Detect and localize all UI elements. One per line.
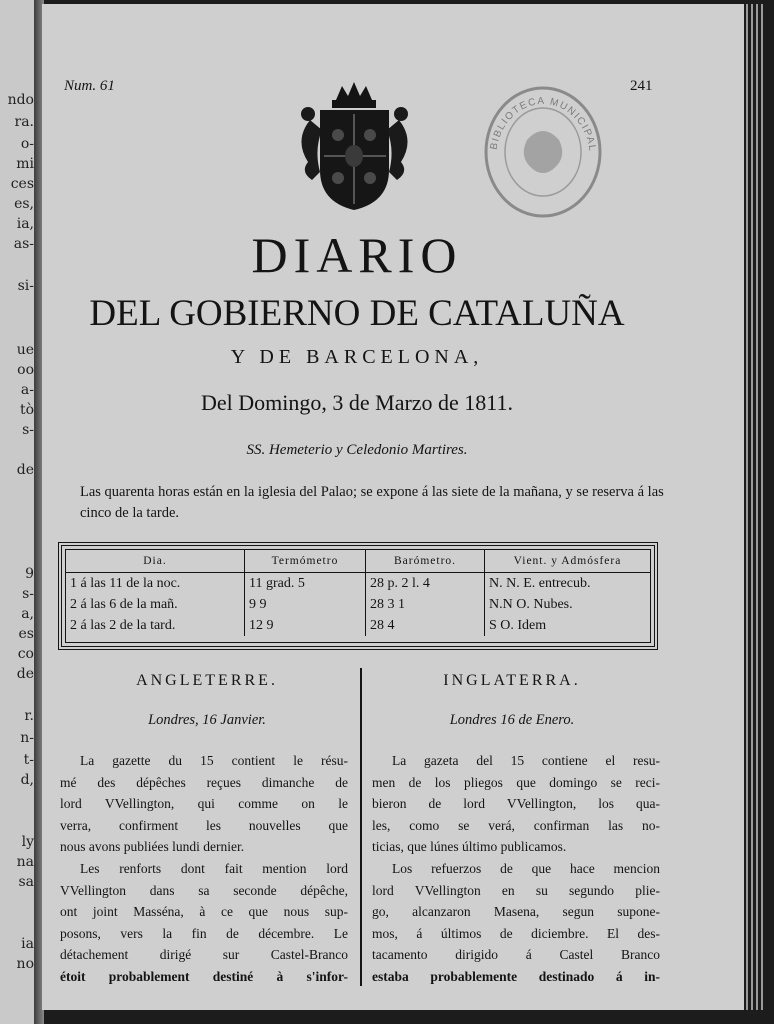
- left-column-heading: ANGLETERRE.: [136, 672, 278, 689]
- page-edge: [761, 4, 763, 1010]
- cell-wind: S O. Idem: [489, 617, 547, 633]
- text-line: posons, vers la fin de décembre. Le: [60, 925, 348, 941]
- table-row: [66, 573, 650, 595]
- left-page-fragment: de: [16, 666, 34, 682]
- left-page-fragment: s-: [22, 422, 34, 438]
- left-page-fragment: a,: [21, 606, 34, 622]
- page-edge: [756, 4, 758, 1010]
- text-line: estaba probablemente destinado á in-: [372, 968, 660, 984]
- cell-wind: N.N O. Nubes.: [489, 596, 573, 612]
- left-page-fragment: n-: [20, 730, 34, 746]
- weather-table: [58, 542, 658, 650]
- cell-day: 1 á las 11 de la noc.: [66, 573, 245, 595]
- text-line: étoit probablement destiné à s'infor-: [60, 968, 348, 984]
- text-line: bieron de lord VVellington, los qua-: [372, 796, 660, 812]
- left-page-fragment: ndo: [7, 92, 34, 108]
- text-line: nous avons publiées lundi dernier.: [60, 839, 245, 855]
- column-divider: [360, 668, 362, 986]
- left-page-fragment: r.: [24, 708, 34, 724]
- col-header-wind: Vient. y Admósfera: [485, 550, 651, 573]
- cell-thermometer: 9 9: [245, 594, 366, 615]
- left-page-fragment: mi: [16, 156, 34, 172]
- text-line: Les renforts dont fait mention lord: [80, 860, 348, 876]
- issue-number: Num. 61: [64, 78, 115, 94]
- masthead-subtitle: DEL GOBIERNO DE CATALUÑA: [89, 293, 625, 334]
- text-line: les, como se verá, confirman las no-: [372, 817, 660, 833]
- cell-day: 2 á las 6 de la mañ.: [66, 594, 245, 615]
- cell-barometer: 28 p. 2 l. 4: [366, 573, 485, 595]
- text-line: mé des dépêches reçues dimanche de: [60, 774, 348, 790]
- left-page-fragment: de: [16, 462, 34, 478]
- text-line: lord VVellington, qui comme on le: [60, 796, 348, 812]
- text-line: Los refuerzos de que hace mencion: [392, 860, 660, 876]
- left-page-fragment: ue: [16, 342, 34, 358]
- cell-wind: N. N. E. entrecub.: [489, 575, 591, 591]
- left-page-fragment: es,: [14, 196, 34, 212]
- text-line: VVellington dans sa seconde dépêche,: [60, 882, 348, 898]
- text-line: La gazeta del 15 contiene el resu-: [392, 753, 660, 768]
- text-line: verra, confirment les nouvelles que: [60, 817, 348, 833]
- cell-day: 2 á las 2 de la tard.: [66, 615, 245, 636]
- right-column-dateline: Londres 16 de Enero.: [449, 712, 575, 728]
- left-page-fragment: d,: [20, 772, 34, 788]
- table-row: [66, 615, 650, 636]
- left-page-fragment: sa: [18, 874, 34, 890]
- page-edge: [746, 4, 748, 1010]
- masthead-subtitle-2: Y DE BARCELONA,: [230, 346, 484, 368]
- text-line: men de los pliegos que domingo se reci-: [372, 774, 660, 790]
- cell-thermometer: 11 grad. 5: [245, 573, 366, 595]
- left-page-fragment: co: [17, 646, 34, 662]
- text-line: lord VVellington en su segundo plie-: [372, 882, 660, 898]
- coat-of-arms-icon: [292, 80, 417, 214]
- left-column-dateline: Londres, 16 Janvier.: [148, 712, 266, 728]
- page-number: 241: [630, 78, 653, 94]
- left-page-fragment: es: [18, 626, 34, 642]
- col-header-barometer: Barómetro.: [366, 550, 485, 573]
- left-page-fragment: s-: [22, 586, 34, 602]
- library-stamp-icon: [482, 84, 604, 220]
- left-page-fragment: 9: [25, 566, 34, 582]
- left-page-fragment: ly: [21, 834, 34, 850]
- adjacent-left-page: [0, 0, 36, 1024]
- left-page-fragment: ia: [21, 936, 34, 952]
- masthead-title: DIARIO: [251, 227, 463, 283]
- left-page-fragment: no: [16, 956, 34, 972]
- left-page-fragment: tò: [19, 402, 34, 418]
- cell-thermometer: 12 9: [245, 615, 366, 636]
- left-page-fragment: t-: [23, 752, 34, 768]
- page-edge: [751, 4, 753, 1010]
- saints-of-the-day: SS. Hemeterio y Celedonio Martires.: [246, 442, 468, 458]
- text-line: go, alcanzaron Masena, segun supone-: [372, 904, 660, 920]
- left-column-text: [60, 750, 348, 988]
- text-line: tacamento dirigido á Castel Branco: [372, 947, 660, 963]
- left-page-fragment: ra.: [14, 114, 34, 130]
- right-column-heading: INGLATERRA.: [443, 672, 581, 689]
- newspaper-page: [42, 4, 744, 1010]
- text-line: mos, á últimos de diciembre. El des-: [372, 925, 660, 941]
- left-page-fragment: ia,: [16, 216, 34, 232]
- col-header-thermometer: Termómetro: [245, 550, 366, 573]
- cell-barometer: 28 4: [366, 615, 485, 636]
- col-header-day: Dia.: [66, 550, 245, 573]
- table-row: [66, 594, 650, 615]
- left-page-fragment: ces: [10, 176, 34, 192]
- text-line: détachement dirigé sur Castel-Branco: [60, 947, 348, 963]
- text-line: La gazette du 15 contient le résu-: [80, 753, 348, 768]
- cell-barometer: 28 3 1: [366, 594, 485, 615]
- stamp-text: BIBLIOTECA MUNICIPAL: [488, 95, 598, 153]
- issue-date: Del Domingo, 3 de Marzo de 1811.: [200, 390, 513, 415]
- text-line: ont joint Masséna, à ce que nous sup-: [60, 904, 348, 920]
- left-page-fragment: as-: [13, 236, 34, 252]
- text-line: ticias, que lúnes último publicamos.: [372, 839, 567, 855]
- left-page-fragment: na: [16, 854, 34, 870]
- left-page-fragment: o-: [20, 136, 34, 152]
- left-page-fragment: a-: [20, 382, 34, 398]
- forty-hours-notice: Las quarenta horas están en la iglesia del Palao; se expone á las siete de la mañana, y se reserva á las cinco de la tarde.: [80, 484, 664, 521]
- right-column-text: [372, 750, 660, 988]
- left-page-fragment: oo: [17, 362, 34, 378]
- left-page-fragment: si-: [17, 278, 34, 294]
